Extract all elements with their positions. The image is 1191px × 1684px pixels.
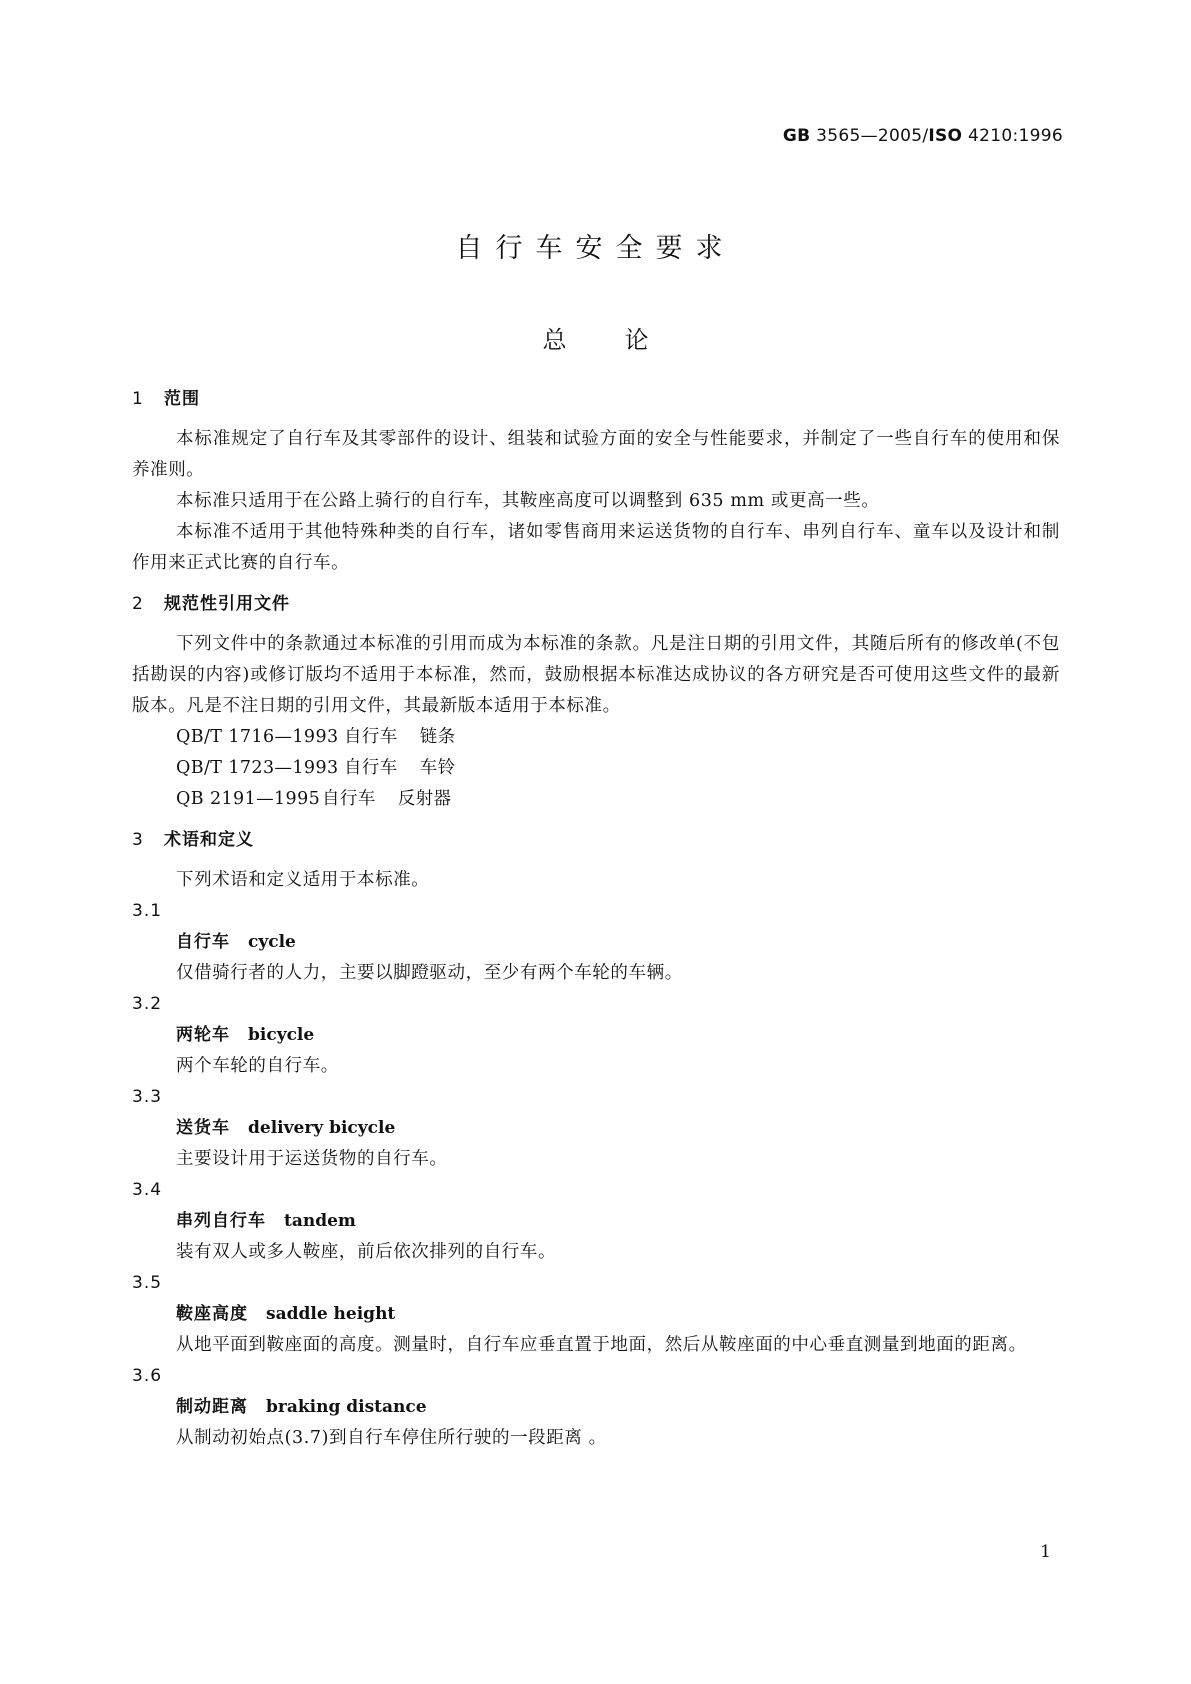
clause-number: 3.5 [132,1273,163,1293]
normative-references-paragraph: 下列文件中的条款通过本标准的引用而成为本标准的条款。凡是注日期的引用文件，其随后所有的修改单(不包括勘误的内容)或修订版均不适用于本标准，然而，鼓励根据本标准达成协议的各方研究是否可使用这些文件的最新版本。凡是不注日期的引用文件，其最新版本适用于本标准。 [132,634,1060,716]
term-en: saddle height [266,1304,396,1324]
clause-number: 3.4 [132,1180,163,1200]
part-title-right: 论 [624,326,649,354]
std-code-iso: ISO [928,126,963,146]
std-code-number: 3565—2005/ [816,126,929,146]
term-zh: 串列自行车 [176,1211,266,1231]
term-definition: 两个车轮的自行车。 [176,1056,339,1076]
reference-item [132,722,1060,753]
section-title: 规范性引用文件 [164,594,290,614]
term-definition: 仅借骑行者的人力，主要以脚蹬驱动，至少有两个车轮的车辆。 [176,963,683,983]
term-heading [132,1113,1060,1144]
term-heading [132,1299,1060,1330]
scope-paragraph-1: 本标准规定了自行车及其零部件的设计、组装和试验方面的安全与性能要求，并制定了一些自行车的使用和保养准则。 [132,429,1060,480]
document-body [132,384,1060,1454]
reference-list [132,722,1060,815]
reference-subject: 自行车 [344,758,398,778]
section-number: 2 [132,594,143,614]
reference-part: 反射器 [397,789,452,809]
reference-item [132,753,1060,784]
section-number: 1 [132,389,143,409]
reference-code: QB/T 1716—1993 [176,727,339,747]
term-en: braking distance [266,1397,427,1417]
clause-number: 3.6 [132,1366,163,1386]
term-definition: 从制动初始点(3.7)到自行车停住所行驶的一段距离 。 [176,1428,607,1448]
terms-intro: 下列术语和定义适用于本标准。 [176,870,430,890]
clause-number: 3.1 [132,901,163,921]
clause-number: 3.2 [132,994,163,1014]
section-3-heading [132,825,1060,865]
std-code-iso-number: 4210:1996 [968,126,1063,146]
part-title [0,320,1191,355]
std-code-gb: GB [782,126,811,146]
term-zh: 自行车 [176,932,230,952]
term-zh: 鞍座高度 [176,1304,248,1324]
section-number: 3 [132,830,143,850]
document-title: 自行车安全要求 [455,233,736,264]
term-zh: 送货车 [176,1118,230,1138]
section-2-heading [132,589,1060,629]
term-definition: 主要设计用于运送货物的自行车。 [176,1149,448,1169]
part-title-left: 总 [542,326,567,354]
term-en: bicycle [248,1025,315,1045]
reference-code: QB 2191—1995 [176,789,321,809]
term-en: tandem [284,1211,356,1231]
term-definition: 装有双人或多人鞍座，前后依次排列的自行车。 [176,1242,557,1262]
scope-paragraph-2: 本标准只适用于在公路上骑行的自行车，其鞍座高度可以调整到 635 mm 或更高一些。 [176,491,880,511]
term-heading [132,927,1060,958]
section-title: 范围 [164,389,200,409]
term-heading [132,1020,1060,1051]
term-en: cycle [248,932,296,952]
reference-item [132,784,1060,815]
reference-part: 车铃 [419,758,456,778]
clause-number: 3.3 [132,1087,163,1107]
reference-subject: 自行车 [344,727,398,747]
standard-code [783,126,1063,146]
reference-part: 链条 [419,727,456,747]
term-zh: 两轮车 [176,1025,230,1045]
term-en: delivery bicycle [248,1118,396,1138]
section-title: 术语和定义 [164,830,254,850]
reference-subject: 自行车 [322,789,376,809]
term-heading [132,1206,1060,1237]
scope-paragraph-3: 本标准不适用于其他特殊种类的自行车，诸如零售商用来运送货物的自行车、串列自行车、童车以及设计和制作用来正式比赛的自行车。 [132,522,1060,573]
term-zh: 制动距离 [176,1397,248,1417]
reference-code: QB/T 1723—1993 [176,758,339,778]
term-heading [132,1392,1060,1423]
page-number: 1 [1040,1542,1051,1562]
section-1-heading [132,384,1060,424]
term-definition: 从地平面到鞍座面的高度。测量时，自行车应垂直置于地面，然后从鞍座面的中心垂直测量到地面的距离。 [176,1335,1027,1355]
